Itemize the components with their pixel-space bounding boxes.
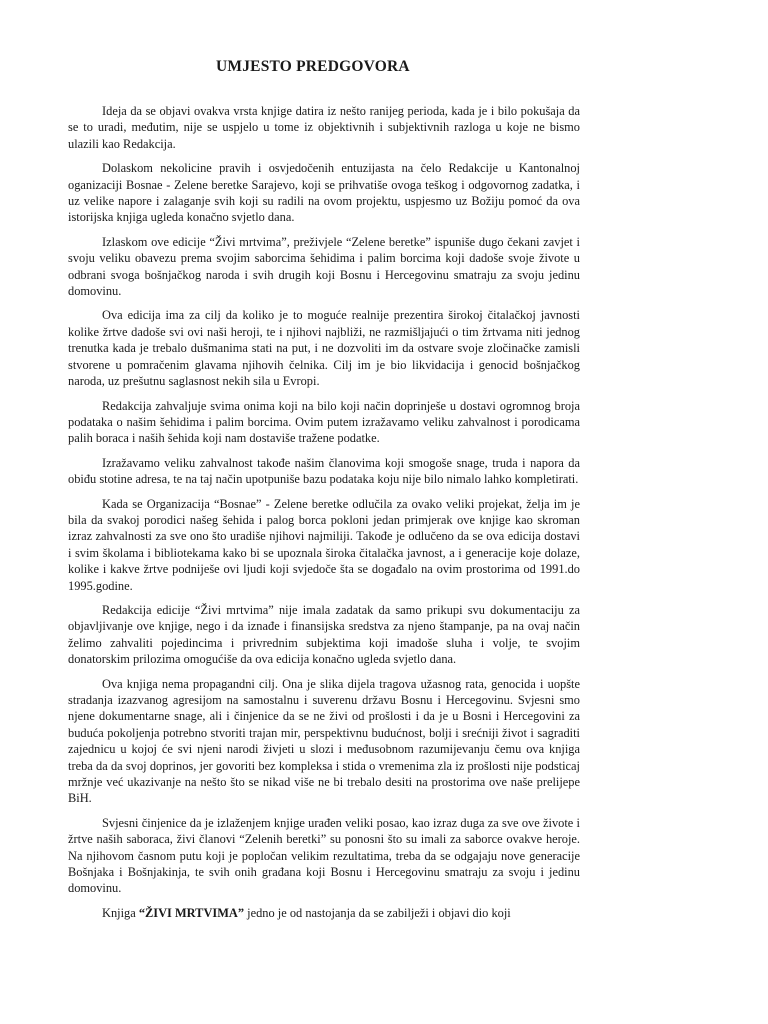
page-title: UMJESTO PREDGOVORA (216, 58, 410, 75)
paragraph-11-rest: jedno je od nastojanja da se zabilježi i objavi dio koji (244, 905, 511, 920)
paragraph-11-lead: Knjiga (102, 905, 139, 920)
book-title-emphasis: “ŽIVI MRTVIMA” (138, 905, 245, 920)
paragraph-10: Svjesni činjenice da je izlaženjem knjige urađen veliki posao, kao izraz duga za sve ove živote i žrtve naših saboraca, živi članovi “Zelenih beretki” su ponosni što su imali za saborce ovakve heroje. Na njihovom časnom putu koji je popločan velikim rezultatima, treba da se odgajaju nove generacije Bošnjaka i Bošnjakinja, te svih onih građana koji Bosnu i Hercegovinu smatraju za svoju i jedinu domovinu. (68, 815, 580, 896)
paragraph-8: Redakcija edicije “Živi mrtvima” nije imala zadatak da samo prikupi svu dokumentaciju za objavljivanje ove knjige, nego i da iznađe i finansijska sredstva za njeno štampanje, pa na ovaj način želimo zahvaliti pojedincima i privrednim subjektima koji imadoše sluha i volje, te svojim donatorskim prilozima omogućiše da ova edicija konačno ugleda svjetlo dana. (68, 602, 580, 667)
paragraph-11 (68, 905, 580, 921)
document-body (68, 103, 580, 929)
paragraph-1: Ideja da se objavi ovakva vrsta knjige datira iz nešto ranijeg perioda, kada je i bilo pokušaja da se to uradi, međutim, nije se uspjelo u tome iz objektivnih i subjektivnih razloga u koje ne bismo ulazili kao Redakcija. (68, 104, 580, 151)
paragraph-2: Dolaskom nekolicine pravih i osvjedočenih entuzijasta na čelo Redakcije u Kantonalnoj oganizaciji Bosnae - Zelene beretke Sarajevo, koji se prihvatiše ovoga teškog i odgovornog zadatka, i uz velike napore i zalaganje svih koji su radili na ovom projektu, uspjesmo uz Božiju pomoć da ova istorijska knjiga ugleda konačno svjetlo dana. (68, 161, 580, 225)
paragraph-7: Kada se Organizacija “Bosnae” - Zelene beretke odlučila za ovako veliki projekat, želja im je bila da svakoj porodici našeg šehida i palog borca pokloni jedan primjerak ove knjige kao skroman izraz zahvalnosti za sve ono što uradiše njihovi najmiliji. Takođe je odlučeno da se ova edicija dostavi i svim školama i bibliotekama kako bi se upoznala široka čitalačka javnost, a i generacije koje dolaze, kolike i kakve žrtve podniješe ovi ljudi koji svjedoče šta se događalo na ovim prostorima od 1991.do 1995.godine. (68, 496, 580, 593)
paragraph-3: Izlaskom ove edicije “Živi mrtvima”, preživjele “Zelene beretke” ispuniše dugo čekani zavjet i svoju veliku obavezu prema svojim saborcima šehidima i palim borcima koji dadoše svoje živote u odbrani svoga bošnjačkog naroda i svih drugih koji Bosnu i Hercegovinu smatraju za svoju jedinu domovinu. (68, 234, 580, 299)
paragraph-6: Izražavamo veliku zahvalnost takođe našim članovima koji smogoše snage, truda i napora da obiđu stotine adresa, te na taj način upotpuniše bazu podataka koju nije bilo nimalo lahko kompletirati. (68, 455, 580, 487)
paragraph-4: Ova edicija ima za cilj da koliko je to moguće realnije prezentira širokoj čitalačkoj javnosti kolike žrtve dadoše svi ovi naši heroji, te i njihovi najbliži, ne razmišljajući o tim žrtvama niti jednog trenutka kada je trebalo dušmanima stati na put, i ne dozvoliti im da ostvare svoje zločinačke zamisli stvorene u pomračenim glavama njihovih čelnika. Cilj im je bio likvidacija i genocid bošnjačkog naroda, uz prešutnu saglasnost nekih sila u Evropi. (68, 308, 580, 389)
paragraph-9: Ova knjiga nema propagandni cilj. Ona je slika dijela tragova užasnog rata, genocida i uopšte stradanja izazvanog agresijom na samostalnu i suverenu državu Bosnu i Hercegovinu. Svjesni smo njene dokumentarne snage, ali i činjenice da se ne živi od prošlosti i da je u Bosni i Hercegovini za buduća pokoljenja potrebno stvoriti trajan mir, perspektivnu budućnost, bolji i srećniji život i sagraditi zajednicu u kojoj će svi njeni narodi živjeti u slozi i međusobnom razumijevanju čemu ova knjiga treba da da svoj doprinos, jer govoriti bez kompleksa i stida o vremenima zla iz prošlosti nije podsticaj mržnje već ukazivanje na nešto što se nikad više ne bi trebalo desiti na prostorima ove naše prelijepe BiH. (68, 676, 580, 806)
paragraph-5: Redakcija zahvaljuje svima onima koji na bilo koji način doprinješe u dostavi ogromnog broja podataka o našim šehidima i palim borcima. Ovim putem izražavamo veliku zahvalnost i porodicama palih boraca i naših šehida koji nam dostaviše tražene podatke. (68, 398, 580, 446)
